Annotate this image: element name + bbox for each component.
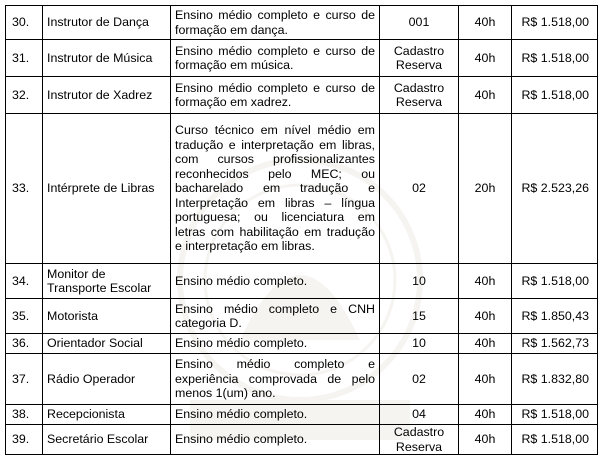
row-number: 30.	[6, 6, 43, 40]
position-name: Motorista	[43, 299, 171, 334]
table-row	[6, 405, 598, 425]
workload: 40h	[459, 299, 512, 334]
position-name: Instrutor de Xadrez	[43, 77, 171, 114]
requirements: Ensino médio completo e curso de formação em dança.	[171, 6, 380, 40]
vacancies: Cadastro Reserva	[380, 40, 459, 77]
salary: R$ 1.562,73	[512, 334, 598, 354]
table-row	[6, 40, 598, 77]
workload: 40h	[459, 6, 512, 40]
salary: R$ 1.518,00	[512, 6, 598, 40]
row-number: 34.	[6, 264, 43, 299]
vacancies: Cadastro Reserva	[380, 77, 459, 114]
row-number: 32.	[6, 77, 43, 114]
vacancies: 02	[380, 114, 459, 264]
position-name: Intérprete de Libras	[43, 114, 171, 264]
table-row	[6, 264, 598, 299]
workload: 40h	[459, 425, 512, 455]
table-row	[6, 299, 598, 334]
row-number: 33.	[6, 114, 43, 264]
position-name: Instrutor de Música	[43, 40, 171, 77]
row-number: 36.	[6, 334, 43, 354]
row-number: 38.	[6, 405, 43, 425]
position-name: Monitor de Transporte Escolar	[43, 264, 171, 299]
requirements: Ensino médio completo.	[171, 264, 380, 299]
requirements: Ensino médio completo e curso de formação em xadrez.	[171, 77, 380, 114]
salary: R$ 2.523,26	[512, 114, 598, 264]
table-row	[6, 77, 598, 114]
vacancies: Cadastro Reserva	[380, 425, 459, 455]
workload: 40h	[459, 405, 512, 425]
workload: 40h	[459, 40, 512, 77]
requirements: Ensino médio completo.	[171, 405, 380, 425]
vacancies: 10	[380, 334, 459, 354]
salary: R$ 1.518,00	[512, 77, 598, 114]
row-number: 37.	[6, 354, 43, 405]
workload: 40h	[459, 354, 512, 405]
salary: R$ 1.850,43	[512, 299, 598, 334]
requirements: Ensino médio completo e experiência comprovada de pelo menos 1(um) ano.	[171, 354, 380, 405]
salary: R$ 1.518,00	[512, 425, 598, 455]
row-number: 31.	[6, 40, 43, 77]
position-name: Rádio Operador	[43, 354, 171, 405]
requirements: Ensino médio completo.	[171, 334, 380, 354]
position-name: Recepcionista	[43, 405, 171, 425]
vacancies: 10	[380, 264, 459, 299]
position-name: Instrutor de Dança	[43, 6, 171, 40]
vacancies: 15	[380, 299, 459, 334]
requirements: Ensino médio completo e curso de formação em música.	[171, 40, 380, 77]
requirements: Curso técnico em nível médio em tradução e interpretação em libras, com cursos profissionalizantes reconhecidos pelo MEC; ou bacharelado em tradução e Interpretação em libras – língua portuguesa; ou licenciatura em letras com habilitação em tradução e interpretação em libras.	[171, 114, 380, 264]
table-row	[6, 6, 598, 40]
table-row	[6, 114, 598, 264]
table-row	[6, 425, 598, 455]
vacancies: 04	[380, 405, 459, 425]
positions-table	[5, 5, 598, 455]
requirements: Ensino médio completo e CNH categoria D.	[171, 299, 380, 334]
requirements: Ensino médio completo.	[171, 425, 380, 455]
position-name: Secretário Escolar	[43, 425, 171, 455]
row-number: 39.	[6, 425, 43, 455]
workload: 40h	[459, 264, 512, 299]
workload: 40h	[459, 334, 512, 354]
vacancies: 02	[380, 354, 459, 405]
workload: 40h	[459, 77, 512, 114]
salary: R$ 1.518,00	[512, 405, 598, 425]
table-row	[6, 354, 598, 405]
table-row	[6, 334, 598, 354]
salary: R$ 1.832,80	[512, 354, 598, 405]
salary: R$ 1.518,00	[512, 40, 598, 77]
row-number: 35.	[6, 299, 43, 334]
workload: 20h	[459, 114, 512, 264]
salary: R$ 1.518,00	[512, 264, 598, 299]
position-name: Orientador Social	[43, 334, 171, 354]
vacancies: 001	[380, 6, 459, 40]
